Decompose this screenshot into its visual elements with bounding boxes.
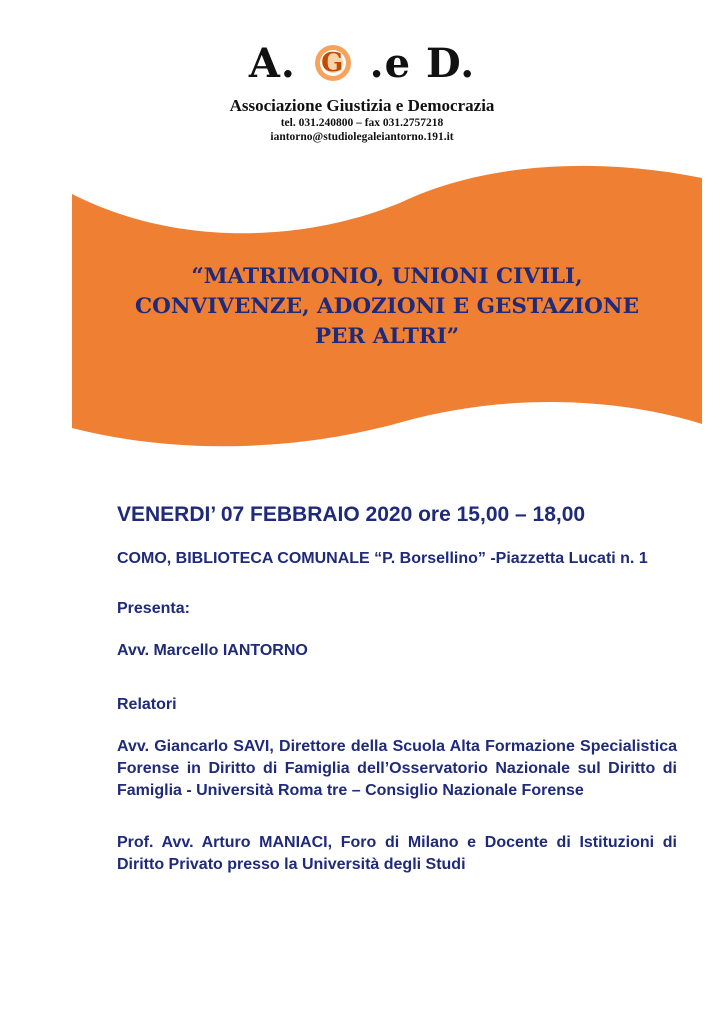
logo-prefix: A. [248,40,296,87]
logo [0,38,724,90]
event-title-line: PER ALTRI” [314,324,460,349]
event-title-line: CONVIVENZE, ADOZIONI E GESTAZIONE [135,294,639,319]
relatori-label: Relatori [117,696,177,713]
speaker-entry: Avv. Giancarlo SAVI, Direttore della Scuola Alta Formazione Specialistica Forense in Diritto di Famiglia dell’Osservatorio Nazionale sul Diritto di Famiglia - Università Roma tre – Consiglio Nazionale Forense [117,738,677,799]
event-title [92,262,682,352]
logo-g-mark-icon [313,43,353,83]
presenter-name: Avv. Marcello IANTORNO [117,642,308,659]
logo-suffix: .e D. [369,40,476,87]
event-date: VENERDI’ 07 FEBBRAIO 2020 ore 15,00 – 18,00 [117,503,586,526]
logo-mark-letter: G [321,48,345,78]
event-venue: COMO, BIBLIOTECA COMUNALE “P. Borsellino” -Piazzetta Lucati n. 1 [117,550,648,567]
event-details [117,500,677,876]
presenta-label: Presenta: [117,600,190,617]
contact-email: iantorno@studiolegaleiantorno.191.it [270,131,454,143]
contact-phone: tel. 031.240800 – fax 031.2757218 [280,117,444,129]
org-name: Associazione Giustizia e Democrazia [229,96,495,115]
letterhead [0,38,724,144]
event-title-line: “MATRIMONIO, UNIONI CIVILI, [191,264,583,289]
speaker-entry: Prof. Avv. Arturo MANIACI, Foro di Milano e Docente di Istituzioni di Diritto Privato presso la Università degli Studi [117,834,677,873]
